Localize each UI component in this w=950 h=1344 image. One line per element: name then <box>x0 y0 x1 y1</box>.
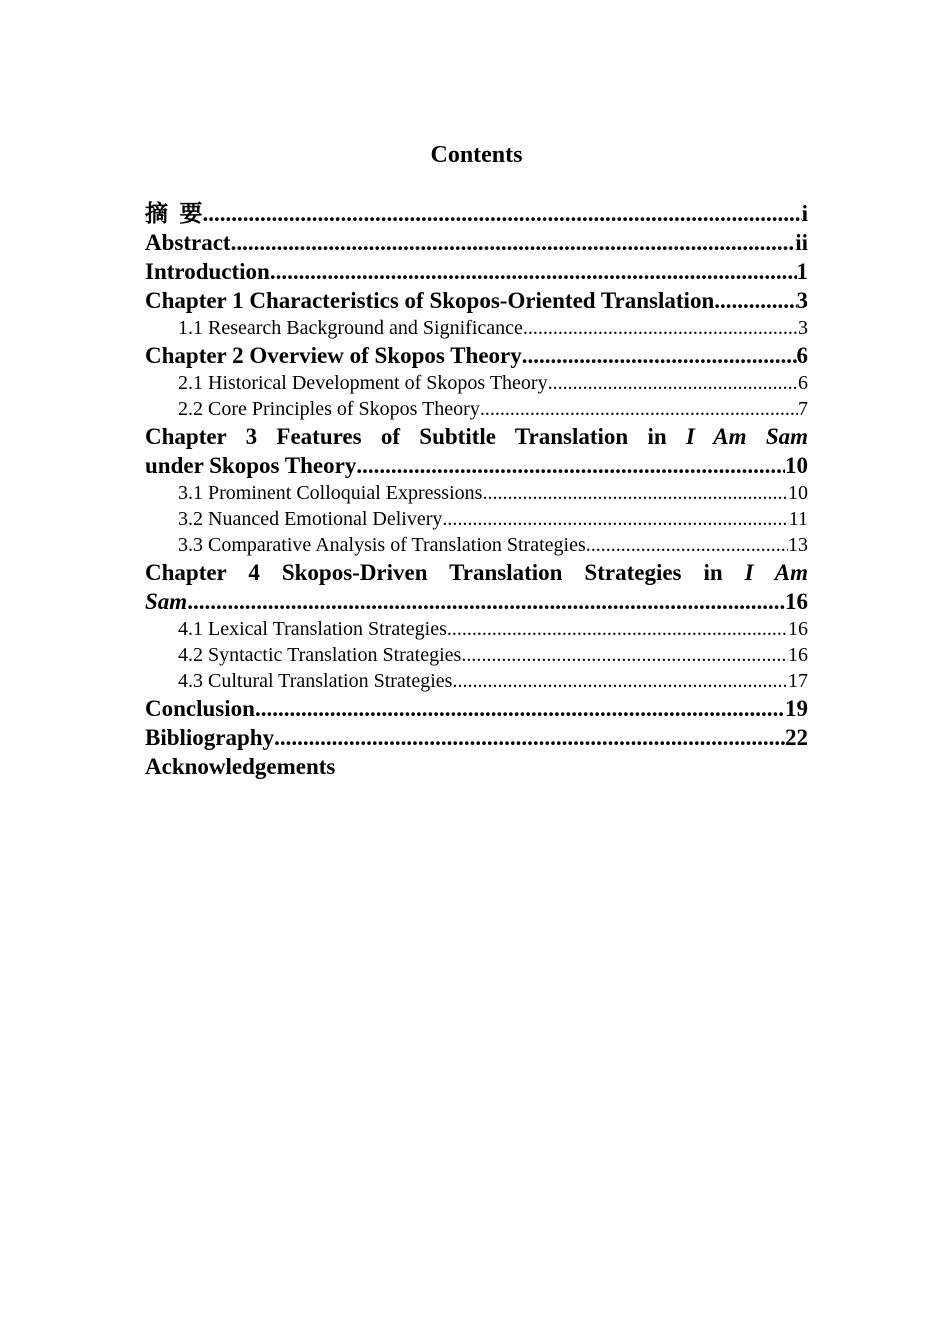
toc-label-part: 4.3 Cultural Translation Strategies <box>178 670 453 692</box>
toc-entry <box>145 616 808 642</box>
toc-page-number: 3 <box>798 317 808 339</box>
toc-entry-label <box>145 587 187 616</box>
dot-leader <box>274 723 785 752</box>
toc-label-italic-part: I Am Sam <box>685 424 808 449</box>
dot-leader <box>452 668 788 694</box>
toc-entry-label <box>178 506 442 532</box>
toc-page-number: 10 <box>785 453 808 478</box>
toc-entry-label <box>178 642 461 668</box>
toc-entry <box>145 257 808 286</box>
toc-label-part: 2.1 Historical Development of Skopos Theory <box>178 372 548 394</box>
toc-entry-label <box>178 396 480 422</box>
toc-entry-label <box>145 560 808 585</box>
toc-entry <box>145 228 808 257</box>
dot-leader <box>548 370 798 396</box>
toc-label-part: 3.3 Comparative Analysis of Translation Strategies <box>178 534 586 556</box>
toc-entry <box>145 642 808 668</box>
toc-label-part: Chapter 2 Overview of Skopos Theory <box>145 343 522 368</box>
toc-label-part: Chapter 3 Features of Subtitle Translation in <box>145 424 686 449</box>
toc-entry-label <box>145 424 808 449</box>
toc-page-number: 10 <box>788 482 808 504</box>
toc-entry <box>145 532 808 558</box>
dot-leader <box>447 616 788 642</box>
toc-page-number: 16 <box>788 644 808 666</box>
toc-page-number: i <box>801 201 808 226</box>
toc-page-number: 6 <box>798 372 808 394</box>
toc-page-number: 22 <box>785 725 808 750</box>
toc-entry-label <box>145 723 274 752</box>
toc-page-number: 17 <box>788 670 808 692</box>
toc-label-part: Bibliography <box>145 725 275 750</box>
toc-entry <box>145 558 808 587</box>
toc-label-part: Acknowledgements <box>145 754 336 779</box>
toc-entry <box>145 370 808 396</box>
dot-leader <box>482 480 788 506</box>
toc-entry <box>145 587 808 616</box>
dot-leader <box>203 199 802 228</box>
toc-label-italic-part: I Am <box>744 560 808 585</box>
toc-page-number: 16 <box>788 618 808 640</box>
page-title: Contents <box>430 142 523 168</box>
toc-entry <box>145 422 808 451</box>
toc-entry <box>145 396 808 422</box>
toc-label-part: 3.1 Prominent Colloquial Expressions <box>178 482 483 504</box>
toc-entry <box>145 315 808 341</box>
dot-leader <box>442 506 788 532</box>
toc-label-part: Abstract <box>145 230 231 255</box>
toc-label-part: Chapter 4 Skopos-Driven Translation Strategies in <box>145 560 745 585</box>
toc-label-part: 摘 要 <box>145 201 203 226</box>
toc-entry-label <box>145 228 231 257</box>
dot-leader <box>231 228 796 257</box>
toc-entry <box>145 341 808 370</box>
toc-page-number: 11 <box>788 508 808 530</box>
toc-entry <box>145 199 808 228</box>
toc-entry-label <box>178 532 586 558</box>
toc-page-number: 16 <box>785 589 808 614</box>
dot-leader <box>586 532 788 558</box>
toc-entry <box>145 694 808 723</box>
toc-page-number: 7 <box>798 398 808 420</box>
toc-label-part: Conclusion <box>145 696 255 721</box>
toc-label-part: 1.1 Research Background and Significance <box>178 317 523 339</box>
dot-leader <box>187 587 785 616</box>
toc-label-part: Chapter 1 Characteristics of Skopos-Oriented Translation. <box>145 288 720 313</box>
toc-entry-label <box>145 199 203 228</box>
dot-leader <box>720 286 797 315</box>
toc-entry <box>145 752 808 781</box>
toc-entry <box>145 451 808 480</box>
table-of-contents <box>145 199 808 781</box>
toc-label-part: 4.2 Syntactic Translation Strategies <box>178 644 462 666</box>
toc-page-number: ii <box>795 230 808 255</box>
toc-page-number: 6 <box>796 343 808 368</box>
toc-entry-label <box>145 694 255 723</box>
dot-leader <box>523 315 798 341</box>
toc-entry-label <box>178 480 482 506</box>
toc-page-number: 13 <box>788 534 808 556</box>
dot-leader <box>480 396 798 422</box>
toc-entry <box>145 723 808 752</box>
toc-entry-label <box>178 315 523 341</box>
toc-entry-label <box>145 451 356 480</box>
toc-entry <box>145 668 808 694</box>
toc-page-number: 1 <box>796 259 808 284</box>
toc-entry <box>145 506 808 532</box>
toc-label-part: Introduction <box>145 259 270 284</box>
toc-entry-label <box>178 668 452 694</box>
toc-label-part: 3.2 Nuanced Emotional Delivery <box>178 508 443 530</box>
toc-entry-label <box>145 752 335 781</box>
toc-label-italic-part: Sam <box>145 589 188 614</box>
toc-entry-label <box>145 341 522 370</box>
toc-page-number: 19 <box>785 696 808 721</box>
toc-page-number: 3 <box>796 288 808 313</box>
toc-entry-label <box>178 616 447 642</box>
dot-leader <box>270 257 797 286</box>
dot-leader <box>522 341 797 370</box>
toc-label-part: under Skopos Theory <box>145 453 357 478</box>
dot-leader <box>356 451 785 480</box>
toc-entry <box>145 480 808 506</box>
dot-leader <box>255 694 785 723</box>
toc-entry <box>145 286 808 315</box>
toc-label-part: 2.2 Core Principles of Skopos Theory <box>178 398 480 420</box>
toc-entry-label <box>145 257 270 286</box>
toc-entry-label <box>178 370 548 396</box>
toc-entry-label <box>145 286 720 315</box>
dot-leader <box>461 642 788 668</box>
toc-label-part: 4.1 Lexical Translation Strategies <box>178 618 447 640</box>
